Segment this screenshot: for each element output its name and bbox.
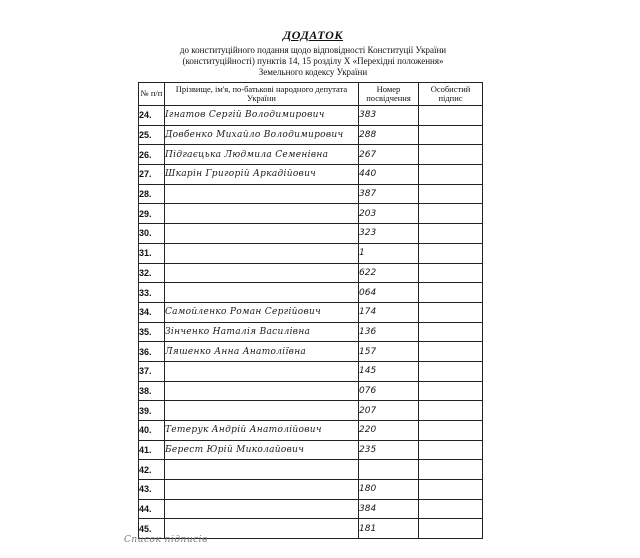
document-page xyxy=(108,0,518,558)
signature-cell xyxy=(419,460,483,480)
deputy-name xyxy=(165,499,359,519)
signature-cell xyxy=(419,283,483,303)
table-row xyxy=(139,184,483,204)
table-row xyxy=(139,322,483,342)
table-row xyxy=(139,342,483,362)
signature-cell xyxy=(419,224,483,244)
row-number: 34. xyxy=(139,302,165,322)
row-number: 38. xyxy=(139,381,165,401)
row-number: 44. xyxy=(139,499,165,519)
certificate-number xyxy=(359,460,419,480)
row-number: 35. xyxy=(139,322,165,342)
table-header-row xyxy=(139,83,483,106)
table-row xyxy=(139,204,483,224)
table-row xyxy=(139,165,483,185)
table-row xyxy=(139,106,483,126)
row-number: 26. xyxy=(139,145,165,165)
deputy-name xyxy=(165,401,359,421)
subtitle-line-3: Земельного кодексу України xyxy=(258,67,368,77)
row-number: 25. xyxy=(139,125,165,145)
table-row xyxy=(139,480,483,500)
row-number: 30. xyxy=(139,224,165,244)
deputy-name: Шкарін Григорій Аркадійович xyxy=(165,165,359,185)
deputy-name xyxy=(165,361,359,381)
table-row xyxy=(139,125,483,145)
table-row xyxy=(139,401,483,421)
row-number: 29. xyxy=(139,204,165,224)
signature-cell xyxy=(419,263,483,283)
table-row xyxy=(139,145,483,165)
table-row xyxy=(139,421,483,441)
signature-cell xyxy=(419,401,483,421)
deputy-name xyxy=(165,480,359,500)
certificate-number: 136 xyxy=(359,322,419,342)
signature-cell xyxy=(419,361,483,381)
signature-cell xyxy=(419,302,483,322)
row-number: 36. xyxy=(139,342,165,362)
certificate-number: 180 xyxy=(359,480,419,500)
row-number: 41. xyxy=(139,440,165,460)
signature-cell xyxy=(419,165,483,185)
certificate-number: 267 xyxy=(359,145,419,165)
certificate-number: 383 xyxy=(359,106,419,126)
deputy-name xyxy=(165,263,359,283)
table-row xyxy=(139,499,483,519)
table-row xyxy=(139,361,483,381)
certificate-number: 288 xyxy=(359,125,419,145)
certificate-number: 207 xyxy=(359,401,419,421)
table-row xyxy=(139,224,483,244)
table-row xyxy=(139,283,483,303)
certificate-number: 384 xyxy=(359,499,419,519)
deputy-name xyxy=(165,204,359,224)
deputy-name xyxy=(165,224,359,244)
deputy-name xyxy=(165,381,359,401)
table-row xyxy=(139,460,483,480)
deputy-name: Тетерук Андрій Анатолійович xyxy=(165,421,359,441)
certificate-number: 235 xyxy=(359,440,419,460)
signature-table xyxy=(138,82,483,539)
column-header-certificate: Номер посвідчення xyxy=(359,83,419,106)
subtitle-line-2: (конституційності) пунктів 14, 15 розділу Х «Перехідні положення» xyxy=(182,56,444,66)
deputy-name: Довбенко Михайло Володимирович xyxy=(165,125,359,145)
deputy-name: Зінченко Наталія Василівна xyxy=(165,322,359,342)
table-row xyxy=(139,381,483,401)
signature-cell xyxy=(419,421,483,441)
column-header-signature: Особистий підпис xyxy=(419,83,483,106)
signature-cell xyxy=(419,106,483,126)
table-row xyxy=(139,263,483,283)
deputy-name: Самойленко Роман Сергійович xyxy=(165,302,359,322)
certificate-number: 145 xyxy=(359,361,419,381)
row-number: 45. xyxy=(139,519,165,539)
certificate-number: 387 xyxy=(359,184,419,204)
deputy-name xyxy=(165,283,359,303)
row-number: 32. xyxy=(139,263,165,283)
deputy-name: Підгаєцька Людмила Семенівна xyxy=(165,145,359,165)
deputy-name: Ляшенко Анна Анатоліївна xyxy=(165,342,359,362)
signature-cell xyxy=(419,204,483,224)
deputy-name xyxy=(165,460,359,480)
signature-cell xyxy=(419,440,483,460)
signature-cell xyxy=(419,145,483,165)
certificate-number: 076 xyxy=(359,381,419,401)
subtitle-line-1: до конституційного подання щодо відповідності Конституції України xyxy=(179,45,447,55)
table-row xyxy=(139,302,483,322)
signature-cell xyxy=(419,322,483,342)
row-number: 39. xyxy=(139,401,165,421)
deputy-name: Берест Юрій Миколайович xyxy=(165,440,359,460)
row-number: 28. xyxy=(139,184,165,204)
signature-rows xyxy=(139,106,483,539)
deputy-name xyxy=(165,184,359,204)
row-number: 37. xyxy=(139,361,165,381)
column-header-number: № п/п xyxy=(139,83,165,106)
document-heading xyxy=(108,28,518,78)
signature-cell xyxy=(419,381,483,401)
column-header-name: Прізвище, ім'я, по-батькові народного депутата України xyxy=(165,83,359,106)
table-row xyxy=(139,440,483,460)
row-number: 42. xyxy=(139,460,165,480)
table-row xyxy=(139,243,483,263)
signature-cell xyxy=(419,480,483,500)
certificate-number: 323 xyxy=(359,224,419,244)
row-number: 24. xyxy=(139,106,165,126)
signature-cell xyxy=(419,499,483,519)
signature-cell xyxy=(419,342,483,362)
row-number: 40. xyxy=(139,421,165,441)
certificate-number: 203 xyxy=(359,204,419,224)
row-number: 27. xyxy=(139,165,165,185)
signature-cell xyxy=(419,184,483,204)
row-number: 33. xyxy=(139,283,165,303)
signature-cell xyxy=(419,519,483,539)
footer-note: Список підписів xyxy=(124,535,208,545)
certificate-number: 440 xyxy=(359,165,419,185)
certificate-number: 622 xyxy=(359,263,419,283)
certificate-number: 220 xyxy=(359,421,419,441)
row-number: 43. xyxy=(139,480,165,500)
certificate-number: 181 xyxy=(359,519,419,539)
document-title: ДОДАТОК xyxy=(283,28,343,42)
certificate-number: 174 xyxy=(359,302,419,322)
deputy-name xyxy=(165,243,359,263)
row-number: 31. xyxy=(139,243,165,263)
signature-cell xyxy=(419,125,483,145)
certificate-number: 157 xyxy=(359,342,419,362)
deputy-name: Ігнатов Сергій Володимирович xyxy=(165,106,359,126)
signature-cell xyxy=(419,243,483,263)
document-subtitle xyxy=(108,45,518,78)
certificate-number: 064 xyxy=(359,283,419,303)
certificate-number: 1 xyxy=(359,243,419,263)
